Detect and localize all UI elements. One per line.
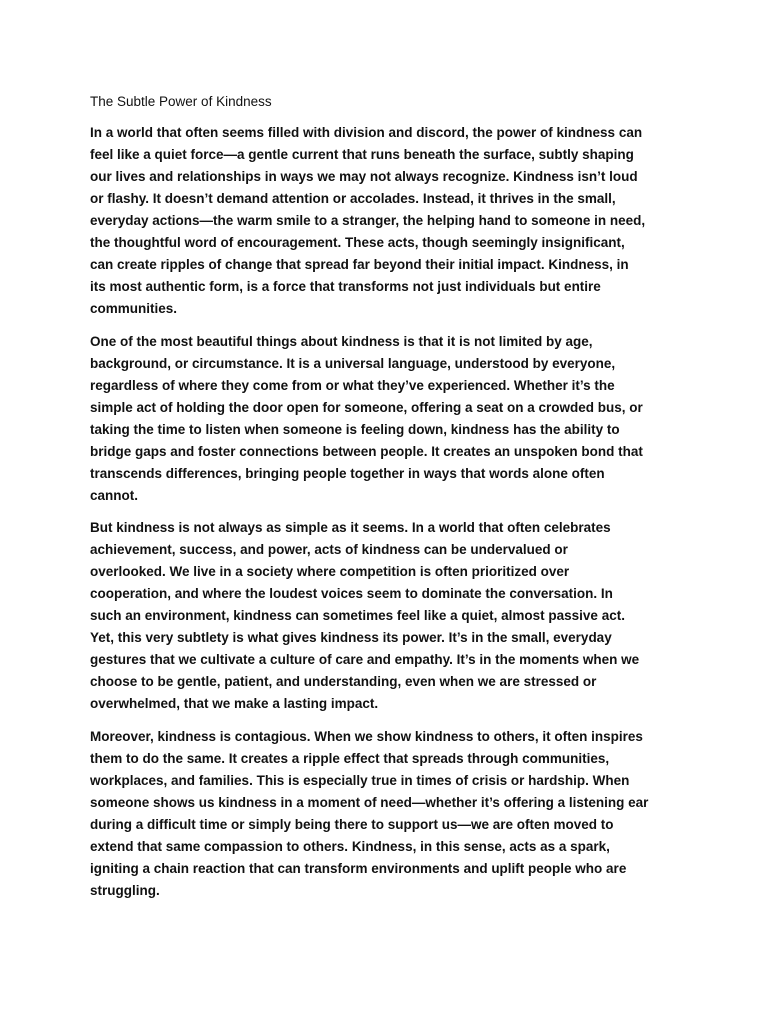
paragraph-line: Yet, this very subtlety is what gives kindness its power. It’s in the small, everyday bbox=[90, 630, 612, 645]
paragraph-line: igniting a chain reaction that can transform environments and uplift people who are bbox=[90, 860, 627, 876]
paragraph-4 bbox=[90, 726, 690, 902]
paragraph-line: background, or circumstance. It is a universal language, understood by everyone, bbox=[90, 355, 616, 371]
paragraph-line: cooperation, and where the loudest voices seem to dominate the conversation. In bbox=[90, 586, 613, 601]
paragraph-2 bbox=[90, 331, 690, 507]
document-title: The Subtle Power of Kindness bbox=[90, 94, 272, 109]
paragraph-line: them to do the same. It creates a ripple effect that spreads through communities, bbox=[90, 750, 610, 766]
paragraph-line: choose to be gentle, patient, and understanding, even when we are stressed or bbox=[90, 674, 597, 689]
paragraph-line: regardless of where they come from or what they’ve experienced. Whether it’s the bbox=[90, 377, 615, 393]
paragraph-line: extend that same compassion to others. Kindness, in this sense, acts as a spark, bbox=[90, 838, 610, 854]
paragraph-line: someone shows us kindness in a moment of need—whether it’s offering a listening ear bbox=[90, 794, 649, 810]
paragraph-line: overlooked. We live in a society where competition is often prioritized over bbox=[90, 564, 570, 579]
paragraph-line: taking the time to listen when someone is feeling down, kindness has the ability to bbox=[90, 421, 620, 437]
paragraph-line: transcends differences, bringing people together in ways that words alone often bbox=[90, 465, 605, 481]
paragraph-line: its most authentic form, is a force that transforms not just individuals but entire bbox=[90, 279, 601, 294]
paragraph-line: Moreover, kindness is contagious. When we show kindness to others, it often inspires bbox=[90, 728, 643, 744]
paragraph-line: But kindness is not always as simple as it seems. In a world that often celebrates bbox=[90, 520, 611, 535]
paragraph-line: feel like a quiet force—a gentle current that runs beneath the surface, subtly shaping bbox=[90, 147, 634, 162]
paragraph-line: simple act of holding the door open for someone, offering a seat on a crowded bus, or bbox=[90, 399, 643, 415]
paragraph-line: cannot. bbox=[90, 487, 139, 503]
paragraph-line: during a difficult time or simply being there to support us—we are often moved to bbox=[90, 816, 614, 832]
paragraph-3 bbox=[90, 517, 690, 715]
paragraph-line: everyday actions—the warm smile to a stranger, the helping hand to someone in need, bbox=[90, 213, 646, 228]
document-body bbox=[90, 92, 690, 912]
paragraph-line: our lives and relationships in ways we may not always recognize. Kindness isn’t loud bbox=[90, 169, 638, 184]
paragraph-line: such an environment, kindness can sometimes feel like a quiet, almost passive act. bbox=[90, 608, 625, 623]
paragraph-line: the thoughtful word of encouragement. These acts, though seemingly insignificant, bbox=[90, 235, 625, 250]
paragraph-line: achievement, success, and power, acts of kindness can be undervalued or bbox=[90, 542, 568, 557]
paragraph-line: struggling. bbox=[90, 882, 160, 898]
paragraph-line: One of the most beautiful things about kindness is that it is not limited by age, bbox=[90, 333, 593, 349]
paragraph-1 bbox=[90, 122, 690, 320]
paragraph-line: communities. bbox=[90, 301, 178, 316]
paragraph-line: workplaces, and families. This is especially true in times of crisis or hardship. When bbox=[90, 772, 630, 788]
paragraph-line: overwhelmed, that we make a lasting impact. bbox=[90, 696, 379, 711]
paragraph-line: gestures that we cultivate a culture of care and empathy. It’s in the moments when we bbox=[90, 652, 640, 667]
paragraph-line: bridge gaps and foster connections between people. It creates an unspoken bond that bbox=[90, 443, 643, 459]
paragraph-line: In a world that often seems filled with division and discord, the power of kindness can bbox=[90, 125, 643, 140]
paragraph-line: can create ripples of change that spread far beyond their initial impact. Kindness, in bbox=[90, 257, 629, 272]
paragraph-line: or flashy. It doesn’t demand attention or accolades. Instead, it thrives in the small, bbox=[90, 191, 616, 206]
